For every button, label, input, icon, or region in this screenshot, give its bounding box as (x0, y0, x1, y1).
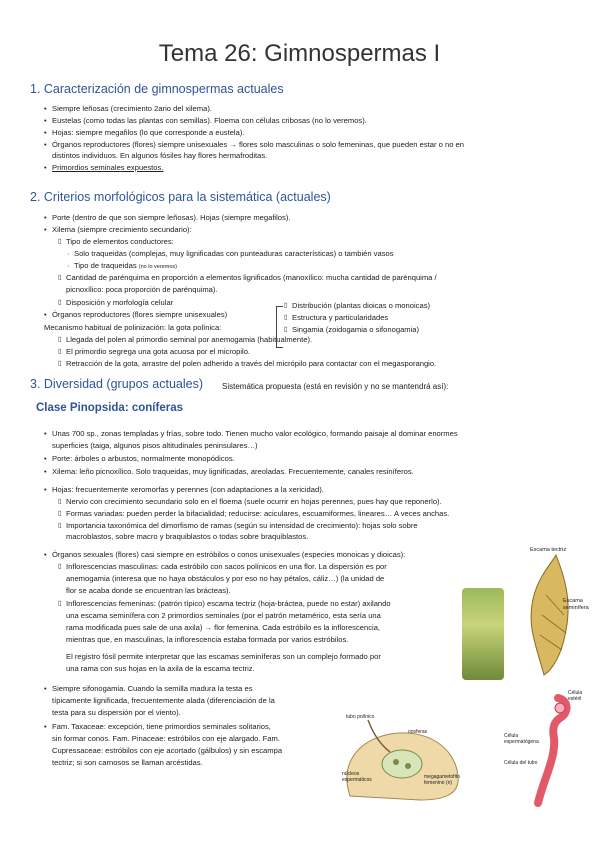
clase-heading: Clase Pinopsida: coníferas (36, 402, 183, 414)
s3-line: rama modificada pues sale de una axila) → flor femenina. Cada estróbilo es la inflorescencia, (66, 623, 381, 632)
s3-line: una escama seminífera con 2 primordios seminales (por el patrón metamérico, esta sería una (66, 611, 381, 620)
s2-right-line: ▯ Estructura y particularidades (292, 312, 388, 324)
s1-line: • Órganos reproductores (flores) siempre unisexuales → flores solo masculinas o solo femeninas, que pueden estar o no en (52, 139, 464, 151)
s3-line: flor se acaba donde se encuentran las brácteas). (66, 586, 231, 595)
s3-line: una rama con sus hojas en la axila de la escama tectriz. (66, 664, 255, 673)
s1-line: • Eustelas (como todas las plantas con semillas). Floema con células cribosas (no lo veremos). (52, 115, 367, 127)
s3-line: macroblastos, sobre macro y braquiblastos o todas sobre braquiblastos. (66, 532, 309, 541)
fig2-label: tubo polínico (346, 714, 375, 720)
ovule-figure (330, 716, 470, 802)
s1-line: • Primordios seminales expuestos. (52, 162, 163, 174)
cone-scale-figure (506, 545, 596, 680)
s3-line: El registro fósil permite interpretar que las escamas seminíferas son un complejo formado por (66, 652, 381, 661)
page-title: Tema 26: Gimnospermas I (158, 40, 441, 67)
s2-line: • Órganos reproductores (flores siempre unisexuales) (52, 309, 227, 321)
s2-right-line: ▯ Singamia (zoidogamia o sifonogamia) (292, 324, 419, 336)
s2-line: ▯ El primordio segrega una gota acuosa por el micropilo. (66, 346, 250, 358)
fig1-label: Escama tectriz (530, 547, 567, 553)
fig1-label: Escama seminífera (563, 598, 589, 611)
s2-line: picnoxílico: poca proporción de parénquima). (66, 285, 218, 294)
fig3-label: Célula del tubo (504, 760, 538, 766)
section-3-heading: 3. Diversidad (grupos actuales) (30, 377, 203, 391)
section-2-heading: 2. Criterios morfológicos para la sistemática (actuales) (30, 190, 331, 204)
fig3-label: Célula estéril (568, 690, 583, 702)
s1-line: distintos individuos. En algunos fósiles hay flores hermafroditas. (52, 151, 268, 160)
s3-line: ▯ Inflorescencias masculinas: cada estróbilo con sacos polínicos en una flor. La dispersión es por (66, 561, 387, 573)
s2-line: · Tipo de traqueidas (no lo veremos) (74, 260, 177, 274)
s3-line: superficies (taiga, algunos pisos altitudinales peninsulares…) (52, 441, 258, 450)
s3-line: mientras que, en masculinas, la inflorescencia estaba formada por varios estróbilos. (66, 635, 349, 644)
s3-line: ▯ Formas variadas: pueden perder la bifacialidad; reducirse: aciculares, escuamiformes, lineares… A veces anchas. (66, 508, 449, 520)
s3-line: típicamente lignificada, frecuentemente alada (diferenciación de la (52, 696, 275, 705)
s2-line: • Porte (dentro de que son siempre leñosas). Hojas (siempre megafilos). (52, 212, 290, 224)
s3-line: • Unas 700 sp., zonas templadas y frías, sobre todo. Tienen mucho valor ecológico, formando paisaje al dominar enormes (52, 428, 458, 440)
s2-line: · Solo traqueidas (complejas, muy lignificadas con punteaduras características) o también vasos (74, 248, 394, 260)
s2-line: ▯ Llegada del polen al primordio seminal por anemogamia (habitualmente). (66, 334, 312, 346)
s3-line: Cupressaceae: estróbilos con eje acortado (gálbulos) y sin escampa (52, 746, 283, 755)
fig3-label: Célula espermatógena (504, 733, 539, 745)
s2-line: ▯ Retracción de la gota, arrastre del polen adherido a través del micrópilo para contactar con el megasporangio. (66, 358, 436, 370)
s3-line: ▯ Nervio con crecimiento secundario solo en el floema (suele ocurrir en hojas perennes, pues hay que reponerlo). (66, 496, 442, 508)
fig2-label: núcleos espermáticos (342, 771, 372, 783)
s2-line: ▯ Tipo de elementos conductores: (66, 236, 174, 248)
s2-line: Mecanismo habitual de polinización: la gota polínica: (44, 323, 222, 332)
section-3-note: Sistemática propuesta (está en revisión y no se mantendrá así): (222, 382, 449, 391)
s2-line: ▯ Disposición y morfología celular (66, 297, 173, 309)
s3-line: • Xilema: leño picnoxílico. Solo traqueidas, muy lignificadas, areoladas. Frecuentemente, canales resiníferos. (52, 466, 414, 478)
pine-cone-photo (462, 588, 504, 680)
pollen-tube-figure (498, 688, 594, 808)
s2-line: ▯ Cantidad de parénquima en proporción a elementos lignificados (manoxílico: mucha cantidad de parénquima / (66, 272, 437, 284)
s1-line: • Siempre leñosas (crecimiento 2ario del xilema). (52, 103, 212, 115)
s1-line: • Hojas: siempre megafilos (lo que corresponde a eustela). (52, 127, 244, 139)
s2-line: • Xilema (siempre crecimiento secundario): (52, 224, 192, 236)
s3-line: • Siempre sifonogamia. Cuando la semilla madura la testa es (52, 683, 253, 695)
s3-line: • Porte: árboles o arbustos, normalmente monopódicos. (52, 453, 235, 465)
s2-right-line: ▯ Distribución (plantas dioicas o monoicas) (292, 300, 430, 312)
section-1-heading: 1. Caracterización de gimnospermas actuales (30, 82, 284, 96)
s3-line: tectriz; si son carnosos se llaman arcéstidas. (52, 758, 203, 767)
fig2-label: oosferas (408, 729, 428, 735)
s3-line: sin formar conos. Fam. Pinaceae: estróbilos con eje alargado. Fam. (52, 734, 280, 743)
s3-line: • Órganos sexuales (flores) casi siempre en estróbilos o conos unisexuales (especies monoicas y dioicas): (52, 549, 405, 561)
s3-line: • Hojas: frecuentemente xeromorfas y perennes (con adaptaciones a la xericidad). (52, 484, 324, 496)
s3-line: anemogamia (interesa que no haya obstáculos y por eso no hay pétalos, cáliz…) (la unidad de (66, 574, 385, 583)
fig2-label: megagametofito femenino (n) (424, 774, 460, 786)
s3-line: ▯ Importancia taxonómica del dimorfismo de ramas (según su intensidad de crecimiento): hojas solo sobre (66, 520, 418, 532)
s3-line: • Fam. Taxaceae: excepción, tiene primordios seminales solitarios, (52, 721, 271, 733)
s3-line: testa para su dispersión por el viento). (52, 708, 181, 717)
s3-line: ▯ Inflorescencias femeninas: (patrón típico) escama tectriz (hoja-bráctea, puede no estar) axilando (66, 598, 391, 610)
